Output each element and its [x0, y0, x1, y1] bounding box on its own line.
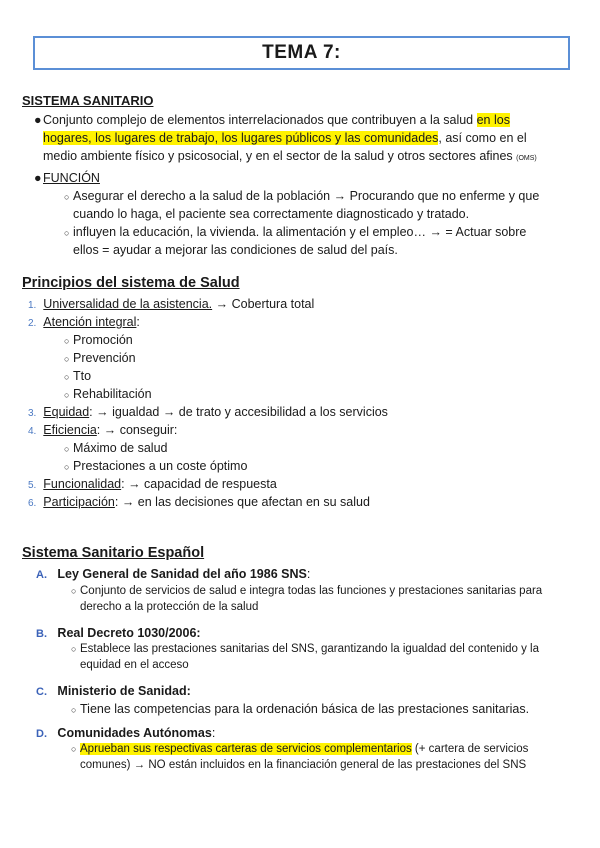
principle-4-item: ○ Máximo de salud [64, 439, 168, 458]
item-b-heading: B. Real Decreto 1030/2006: [36, 626, 201, 640]
bullet-icon: ● [34, 113, 42, 127]
principle-4: 4. Eficiencia: → conseguir: [28, 423, 178, 437]
principle-2: 2. Atención integral: [28, 315, 140, 329]
item-d-heading: D. Comunidades Autónomas: [36, 726, 216, 740]
funcion-label: ●FUNCIÓN [34, 171, 100, 185]
item-a-text-cont: derecho a la protección de la salud [80, 601, 259, 613]
funcion-item-1-cont: cuando lo haga, el paciente sea correctamente diagnosticado y tratado. [73, 207, 470, 221]
funcion-item-1: ○ Asegurar el derecho a la salud de la población → Procurando que no enferme y que [64, 187, 594, 206]
item-a-heading: A. Ley General de Sanidad del año 1986 SNS: [36, 567, 311, 581]
highlighted-text: hogares, los lugares de trabajo, los lugares públicos y las comunidades [43, 131, 439, 145]
item-b-text-cont: equidad en el acceso [80, 659, 189, 671]
definition-line-2: hogares, los lugares de trabajo, los lugares públicos y las comunidades, así como en el [43, 131, 527, 145]
source-note: (OMS) [516, 155, 537, 162]
principle-1: 1. Universalidad de la asistencia. → Cobertura total [28, 297, 315, 311]
circle-bullet-icon: ○ [71, 586, 77, 596]
circle-bullet-icon: ○ [64, 228, 70, 238]
principle-2-item: ○ Promoción [64, 331, 133, 350]
item-c-text: ○ Tiene las competencias para la ordenación básica de las prestaciones sanitarias. [71, 700, 596, 719]
principle-2-item: ○ Tto [64, 367, 91, 386]
funcion-item-2: ○ influyen la educación, la vivienda. la alimentación y el empleo… → = Actuar sobre [64, 223, 594, 242]
principle-3: 3. Equidad: → igualdad → de trato y accesibilidad a los servicios [28, 405, 388, 419]
principle-6: 6. Participación: → en las decisiones que afectan en su salud [28, 495, 370, 509]
definition-line-1: ●Conjunto complejo de elementos interrelacionados que contribuyen a la salud en los [34, 113, 510, 127]
funcion-item-2-cont: ellos = ayudar a mejorar las condiciones de salud del país. [73, 243, 398, 257]
principle-4-item: ○ Prestaciones a un coste óptimo [64, 457, 247, 476]
definition-line-3: medio ambiente físico y psicosocial, y en el sector de la salud y otros sectores afines (OMS) [43, 149, 537, 163]
title-box [33, 36, 570, 70]
item-d-text: ○ Aprueban sus respectivas carteras de servicios complementarios (+ cartera de servicios [71, 741, 596, 758]
circle-bullet-icon: ○ [64, 372, 70, 382]
page-title: TEMA 7: [262, 42, 341, 63]
item-a-text: ○ Conjunto de servicios de salud e integra todas las funciones y prestaciones sanitarias para [71, 583, 596, 600]
circle-bullet-icon: ○ [64, 444, 70, 454]
circle-bullet-icon: ○ [64, 354, 70, 364]
principle-2-item: ○ Prevención [64, 349, 136, 368]
circle-bullet-icon: ○ [71, 744, 77, 754]
bullet-icon: ● [34, 171, 42, 185]
circle-bullet-icon: ○ [64, 390, 70, 400]
circle-bullet-icon: ○ [64, 462, 70, 472]
item-d-text-cont: comunes) → NO están incluidos en la financiación general de las prestaciones del SNS [80, 759, 527, 771]
circle-bullet-icon: ○ [64, 192, 70, 202]
section-heading-sistema-sanitario: SISTEMA SANITARIO [22, 93, 154, 108]
item-c-heading: C. Ministerio de Sanidad: [36, 684, 191, 698]
section-heading-sistema-sanitario-espanol: Sistema Sanitario Español [22, 545, 205, 561]
principle-2-item: ○ Rehabilitación [64, 385, 152, 404]
highlighted-text: en los [476, 113, 510, 127]
section-heading-principios: Principios del sistema de Salud [22, 275, 240, 291]
circle-bullet-icon: ○ [64, 336, 70, 346]
highlighted-text: Aprueban sus respectivas carteras de servicios complementarios [80, 743, 412, 755]
circle-bullet-icon: ○ [71, 644, 77, 654]
principle-5: 5. Funcionalidad: → capacidad de respuesta [28, 477, 277, 491]
circle-bullet-icon: ○ [71, 705, 77, 715]
item-b-text: ○ Establece las prestaciones sanitarias del SNS, garantizando la igualdad del contenido y la [71, 641, 596, 658]
